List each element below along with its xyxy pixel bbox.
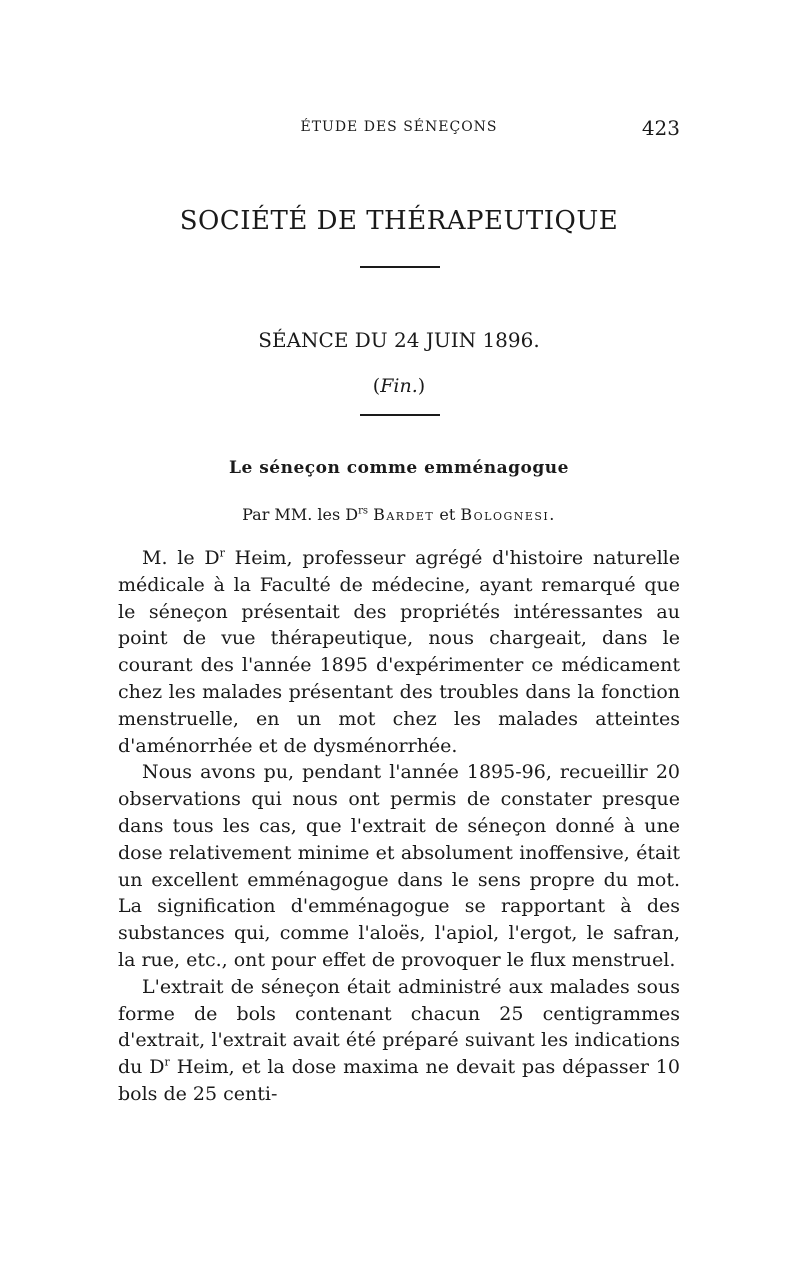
paragraph: [118, 759, 680, 973]
divider-rule: [360, 266, 440, 268]
running-header: [118, 116, 680, 140]
paragraph: [118, 545, 680, 759]
byline-title-sup: rs: [358, 505, 368, 517]
title-superscript: r: [219, 546, 225, 560]
article-body: [118, 545, 680, 1108]
page-number: 423: [641, 116, 680, 140]
fin-text: Fin.: [380, 375, 418, 397]
paragraph-text: Nous avons pu, pendant l'année 1895-96, recueillir 20 observations qui nous ont permis de constater presque dans tous les cas, que l'extrait de séneçon donné à une dose relativement minime et absolument inoffensive, était un excellent emménagogue dans le sens propre du mot. La signification d'emménagogue se rapportant à des substances qui, comme l'aloës, l'apiol, l'ergot, le safran, la rue, etc., ont pour effet de provoquer le flux menstruel.: [118, 761, 680, 971]
fin-note: (Fin.): [372, 375, 426, 397]
byline-prefix: Par MM. les D: [242, 505, 359, 524]
session-date: SÉANCE DU 24 JUIN 1896.: [258, 328, 540, 352]
byline-connector: et: [439, 505, 456, 524]
author-name: Bolognesi.: [460, 505, 556, 524]
paragraph-lead: M. le D: [142, 547, 220, 569]
paragraph-text: Heim, professeur agrégé d'histoire naturelle médicale à la Faculté de médecine, ayant remarqué que le séneçon présentait des propriétés intéressantes au point de vue thérapeutique, nous chargeait, dans le courant des l'année 1895 d'expérimenter ce médicament chez les malades présentant des troubles dans la fonction menstruelle, en un mot chez les malades atteintes d'aménorrhée et de dysménorrhée.: [118, 547, 680, 757]
divider-rule: [360, 414, 440, 416]
paragraph: [118, 974, 680, 1108]
title-superscript: r: [164, 1055, 170, 1069]
paragraph-text: Heim, et la dose maxima ne devait pas dépasser 10 bols de 25 centi-: [118, 1056, 680, 1105]
paragraph-lead: L'extrait de séneçon était administré aux malades sous forme de bols contenant chacun 25 centigrammes d'extrait, l'extrait avait été préparé suivant les indications du D: [118, 975, 680, 1079]
byline: [118, 505, 680, 524]
running-title: ÉTUDE DES SÉNEÇONS: [300, 119, 498, 135]
author-name: Bardet: [373, 505, 435, 524]
article-title: Le séneçon comme emménagogue: [229, 458, 569, 478]
section-title: SOCIÉTÉ DE THÉRAPEUTIQUE: [179, 206, 619, 236]
